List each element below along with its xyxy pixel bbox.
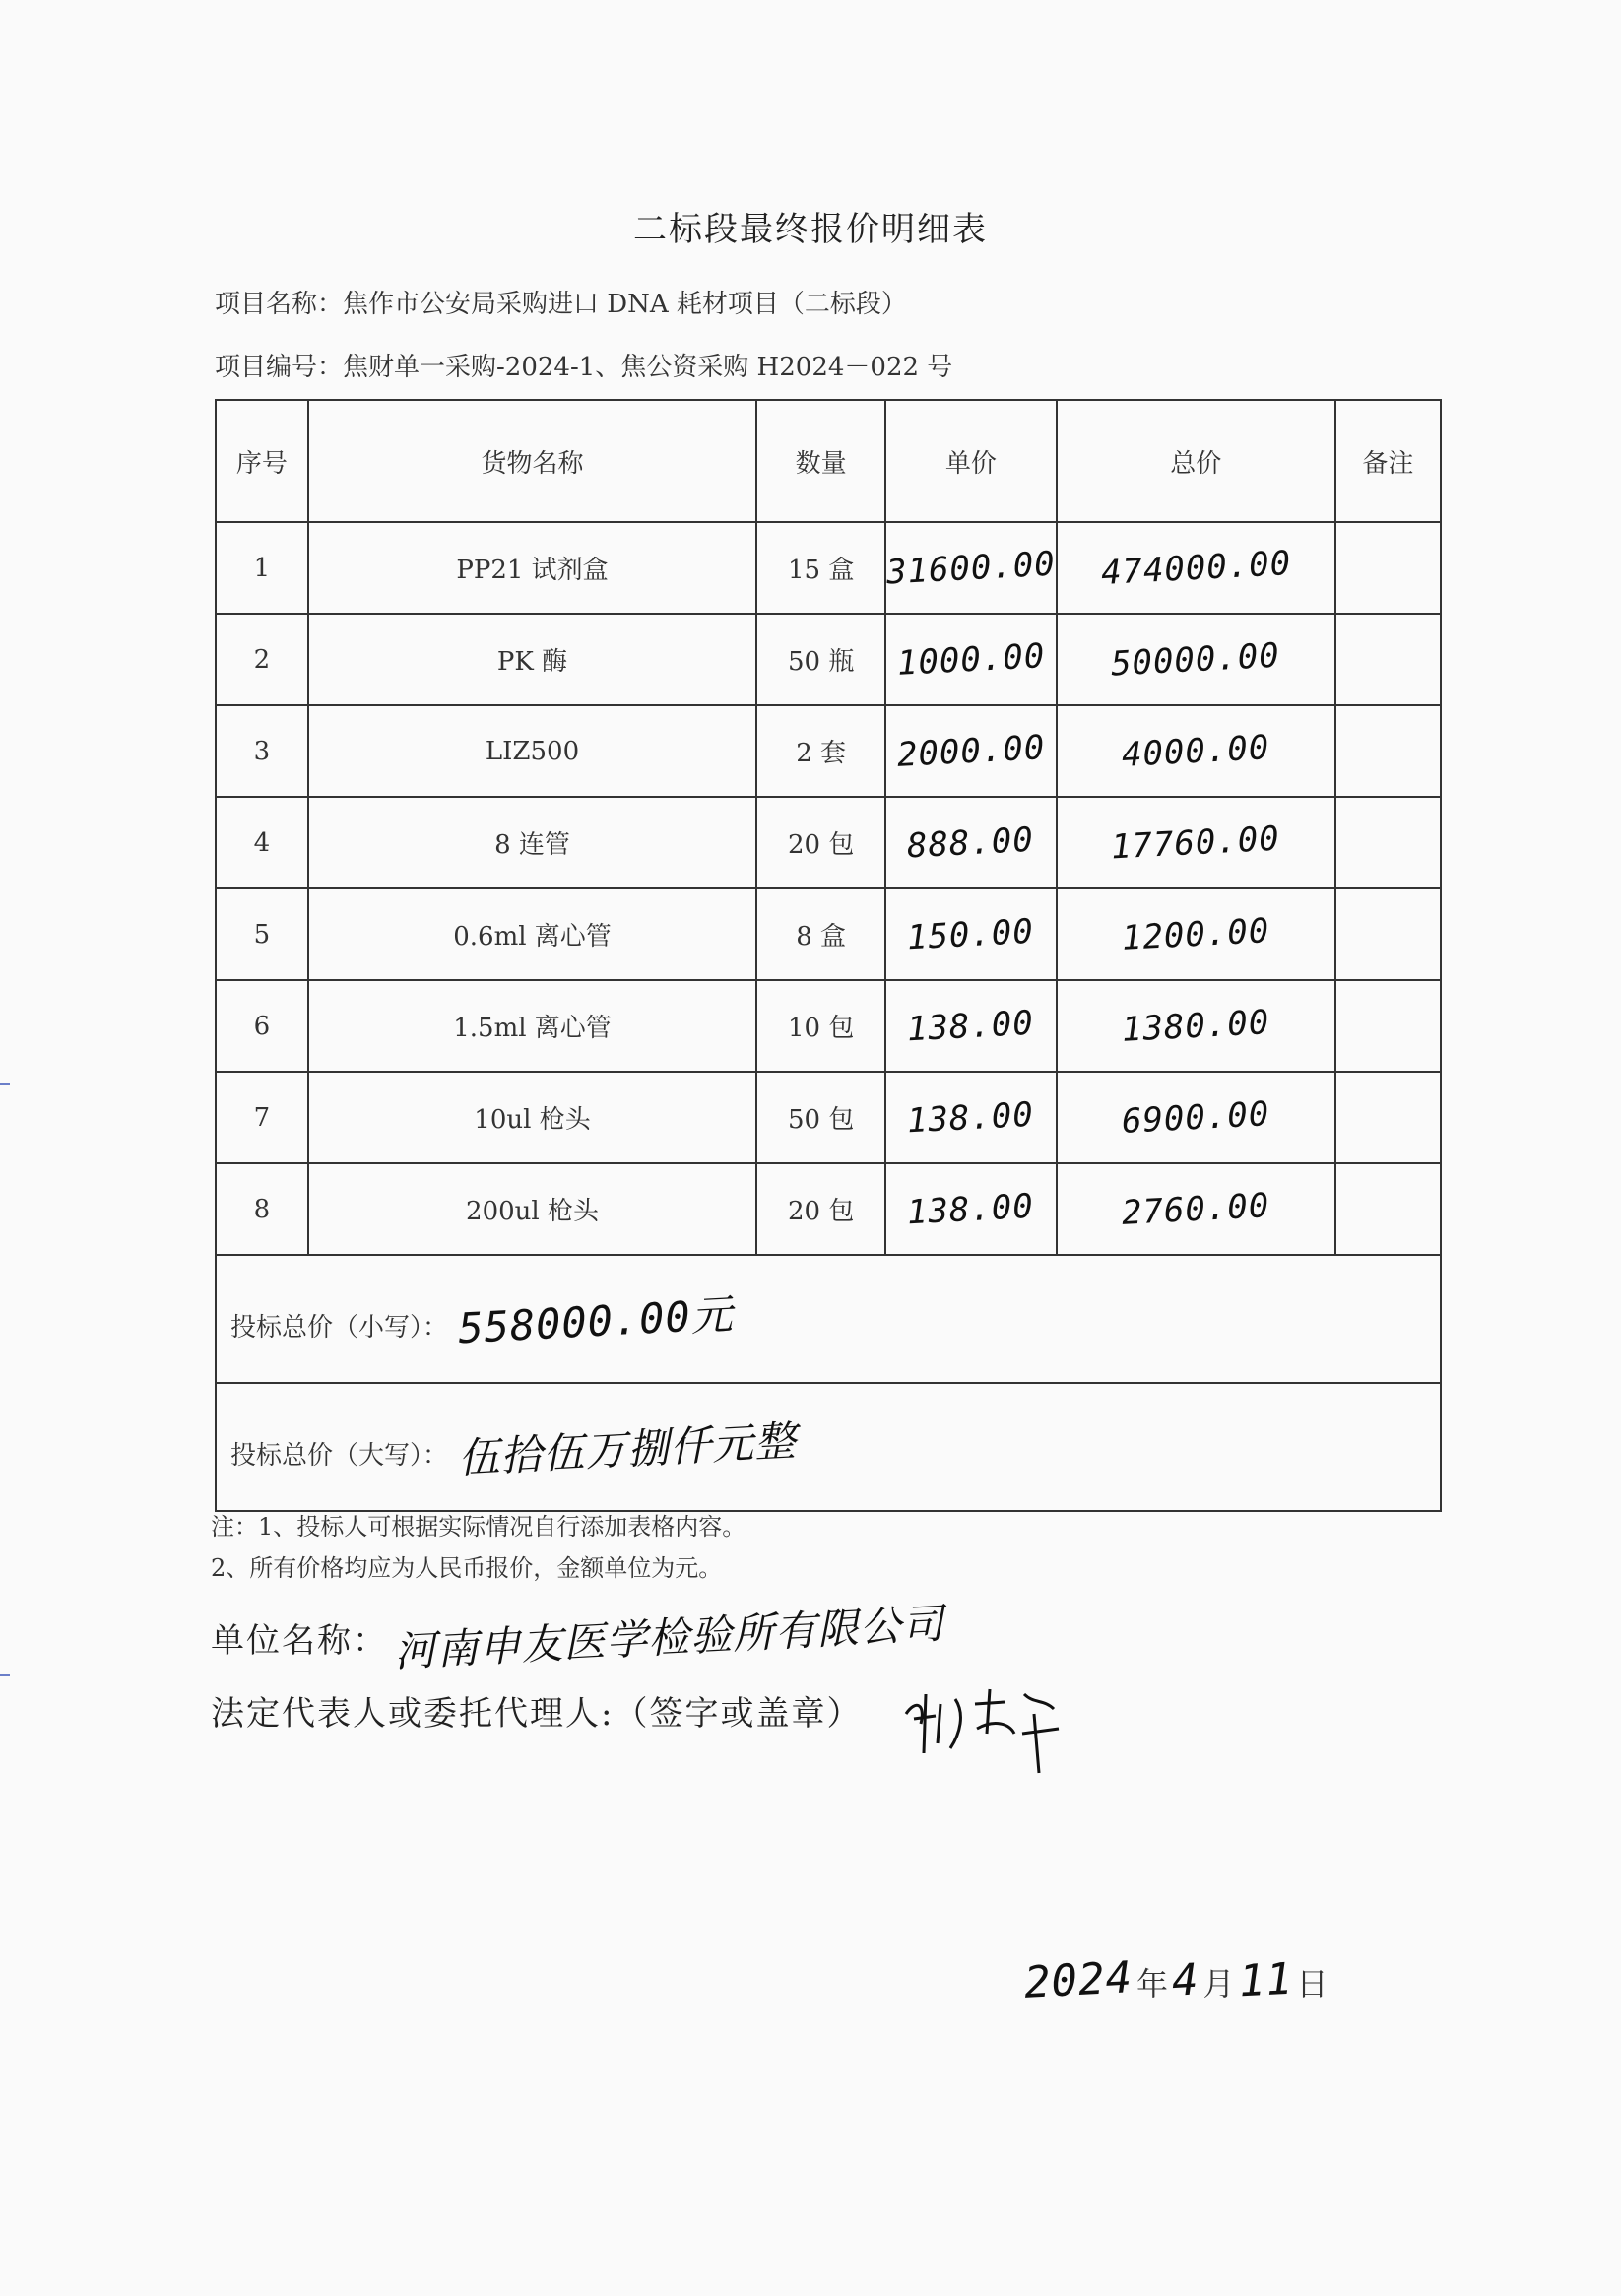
- cell-total: [1057, 1072, 1335, 1163]
- project-code: 焦财单一采购-2024-1、焦公资采购 H2024－022 号: [343, 353, 953, 382]
- quote-table: [215, 399, 1442, 1512]
- total-small-value: 558000.00元: [457, 1289, 735, 1353]
- project-name-label: 项目名称：: [215, 290, 344, 319]
- handwritten-total: 2760.00: [1121, 1185, 1271, 1233]
- cell-no: 7: [216, 1072, 308, 1163]
- cell-name: PP21 试剂盒: [308, 522, 757, 614]
- date-year: 2024: [1022, 1952, 1135, 2008]
- handwritten-unit-price: 888.00: [906, 820, 1036, 866]
- cell-unit-price: [885, 522, 1057, 614]
- project-code-line: [215, 347, 952, 383]
- handwritten-total: 4000.00: [1121, 727, 1271, 775]
- rep-label: 法定代表人或委托代理人:（签字或盖章）: [211, 1694, 863, 1734]
- date-month: 4: [1170, 1954, 1200, 2006]
- cell-no: 6: [216, 980, 308, 1072]
- handwritten-total: 50000.00: [1110, 635, 1282, 684]
- scan-edge-mark: [0, 1674, 10, 1676]
- header-remark: 备注: [1335, 400, 1441, 522]
- cell-total: [1057, 1163, 1335, 1255]
- cell-total: [1057, 614, 1335, 705]
- cell-name: 1.5ml 离心管: [308, 980, 757, 1072]
- cell-no: 3: [216, 705, 308, 797]
- cell-qty: 15 盒: [756, 522, 885, 614]
- cell-remark: [1335, 614, 1441, 705]
- cell-unit-price: [885, 1163, 1057, 1255]
- handwritten-total: 1380.00: [1121, 1002, 1271, 1050]
- header-no: 序号: [216, 400, 308, 522]
- table-row: [216, 705, 1441, 797]
- cell-name: 10ul 枪头: [308, 1072, 757, 1163]
- cell-remark: [1335, 705, 1441, 797]
- header-qty: 数量: [756, 400, 885, 522]
- cell-qty: 20 包: [756, 1163, 885, 1255]
- cell-no: 8: [216, 1163, 308, 1255]
- cell-no: 1: [216, 522, 308, 614]
- total-big-cell: [216, 1383, 1441, 1511]
- cell-remark: [1335, 797, 1441, 888]
- handwritten-unit-price: 138.00: [906, 1186, 1036, 1232]
- cell-remark: [1335, 1072, 1441, 1163]
- header-unit-price: 单价: [885, 400, 1057, 522]
- note-2: 2、所有价格均应为人民币报价，金额单位为元。: [211, 1554, 723, 1582]
- cell-unit-price: [885, 1072, 1057, 1163]
- table-row: [216, 888, 1441, 980]
- handwritten-unit-price: 1000.00: [895, 635, 1046, 684]
- cell-unit-price: [885, 614, 1057, 705]
- cell-remark: [1335, 888, 1441, 980]
- project-code-label: 项目编号：: [215, 353, 344, 382]
- handwritten-signature: [896, 1674, 1073, 1783]
- cell-unit-price: [885, 797, 1057, 888]
- table-row: [216, 1072, 1441, 1163]
- note-1: 注：1、投标人可根据实际情况自行添加表格内容。: [211, 1513, 746, 1541]
- total-big-label: 投标总价（大写）：: [230, 1441, 449, 1471]
- cell-unit-price: [885, 705, 1057, 797]
- scan-edge-mark: [0, 1083, 10, 1085]
- cell-qty: 8 盒: [756, 888, 885, 980]
- total-small-row: [216, 1255, 1441, 1383]
- cell-qty: 50 包: [756, 1072, 885, 1163]
- handwritten-unit-price: 138.00: [906, 1003, 1036, 1049]
- handwritten-total: 1200.00: [1121, 910, 1271, 958]
- date-day: 11: [1237, 1953, 1294, 2007]
- handwritten-unit-price: 31600.00: [885, 544, 1057, 592]
- project-name-line: [215, 284, 907, 320]
- cell-total: [1057, 705, 1335, 797]
- cell-no: 4: [216, 797, 308, 888]
- page-title: 二标段最终报价明细表: [633, 210, 988, 249]
- handwritten-unit-price: 150.00: [906, 911, 1036, 957]
- unit-label: 单位名称：: [211, 1621, 388, 1661]
- handwritten-total: 6900.00: [1121, 1093, 1271, 1142]
- cell-name: 200ul 枪头: [308, 1163, 757, 1255]
- handwritten-total: 474000.00: [1099, 543, 1292, 593]
- cell-remark: [1335, 522, 1441, 614]
- cell-qty: 20 包: [756, 797, 885, 888]
- table-body: [216, 522, 1441, 1511]
- cell-name: PK 酶: [308, 614, 757, 705]
- handwritten-total: 17760.00: [1110, 819, 1282, 867]
- cell-no: 2: [216, 614, 308, 705]
- cell-name: 0.6ml 离心管: [308, 888, 757, 980]
- cell-unit-price: [885, 980, 1057, 1072]
- rep-line: [211, 1686, 862, 1735]
- cell-unit-price: [885, 888, 1057, 980]
- table-row: [216, 614, 1441, 705]
- header-name: 货物名称: [308, 400, 757, 522]
- handwritten-unit-price: 138.00: [906, 1094, 1036, 1141]
- header-total: 总价: [1057, 400, 1335, 522]
- project-name: 焦作市公安局采购进口 DNA 耗材项目（二标段）: [343, 290, 907, 319]
- cell-no: 5: [216, 888, 308, 980]
- table-row: [216, 797, 1441, 888]
- date-month-unit: 月: [1202, 1965, 1235, 2002]
- cell-name: LIZ500: [308, 705, 757, 797]
- cell-total: [1057, 797, 1335, 888]
- cell-remark: [1335, 1163, 1441, 1255]
- date-day-unit: 日: [1296, 1965, 1329, 2002]
- cell-qty: 50 瓶: [756, 614, 885, 705]
- date-line: [1022, 1952, 1332, 2008]
- cell-qty: 2 套: [756, 705, 885, 797]
- unit-value: 河南申友医学检验所有限公司: [393, 1599, 946, 1676]
- total-small-cell: [216, 1255, 1441, 1383]
- cell-name: 8 连管: [308, 797, 757, 888]
- total-big-row: [216, 1383, 1441, 1511]
- date-year-unit: 年: [1135, 1965, 1168, 2002]
- cell-qty: 10 包: [756, 980, 885, 1072]
- handwritten-unit-price: 2000.00: [895, 727, 1046, 775]
- cell-total: [1057, 522, 1335, 614]
- table-row: [216, 980, 1441, 1072]
- table-header: [216, 400, 1441, 522]
- table-row: [216, 1163, 1441, 1255]
- cell-remark: [1335, 980, 1441, 1072]
- cell-total: [1057, 980, 1335, 1072]
- unit-line: [211, 1599, 946, 1676]
- total-big-value: 伍拾伍万捌仟元整: [457, 1416, 799, 1482]
- total-small-label: 投标总价（小写）：: [230, 1313, 449, 1343]
- cell-total: [1057, 888, 1335, 980]
- table-row: [216, 522, 1441, 614]
